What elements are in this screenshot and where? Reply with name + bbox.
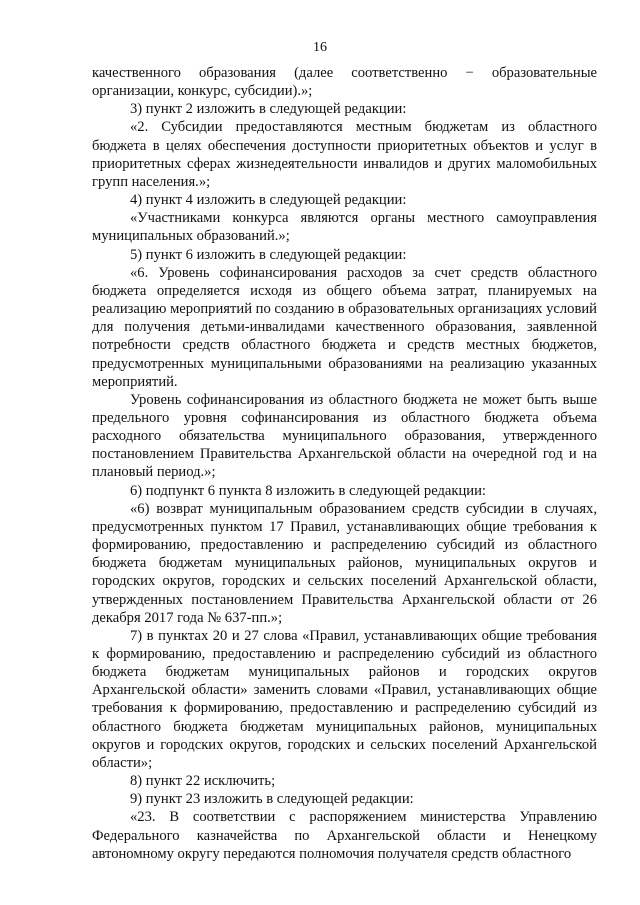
paragraph-item-8: 8) пункт 22 исключить; [130, 773, 276, 790]
document-body [92, 64, 597, 863]
paragraph-quote-6: «6. Уровень софинансирования расходов за счет средств областного бюджета определяется исходя из общего объема затрат, планируемых на реализацию мероприятий по созданию в образовательных организациях условий для получения детьми-инвалидами качественного образования, заявленной потребности средств областного бюджета и средств местных бюджетов, предусмотренных муниципальными образованиями на реализацию указанных мероприятий. [92, 264, 597, 390]
paragraph-quote-2: «2. Субсидии предоставляются местным бюджетам из областного бюджета в целях обеспечения доступности приоритетных объектов и услуг в приоритетных сферах жизнедеятельности инвалидов и других маломобильных групп населения.»; [92, 119, 597, 190]
paragraph-item-6: 6) подпункт 6 пункта 8 изложить в следующей редакции: [130, 482, 486, 499]
paragraph-item-9: 9) пункт 23 изложить в следующей редакции: [130, 791, 414, 808]
paragraph-quote-4: «Участниками конкурса являются органы местного самоуправления муниципальных образований.»; [92, 210, 597, 245]
paragraph-item-5: 5) пункт 6 изложить в следующей редакции: [130, 246, 407, 263]
page-number: 16 [313, 40, 327, 55]
paragraph-cofinancing-limit: Уровень софинансирования из областного бюджета не может быть выше предельного уровня софинансирования из областного бюджета объема расходного обязательства муниципального образования, утвержденного постановлением Правительства Архангельской области на очередной год и на плановый период.»; [92, 391, 597, 481]
paragraph-continuation: качественного образования (далее соответственно − образовательные организации, конкурс, субсидии).»; [92, 65, 597, 100]
paragraph-quote-subitem-6: «6) возврат муниципальным образованием средств субсидии в случаях, предусмотренных пунктом 17 Правил, устанавливающих общие требования к формированию, предоставлению и распределению субсидий из областного бюджета бюджетам муниципальных районов, муниципальных округов и городских округов, городских и сельских поселений Архангельской области, утвержденных постановлением Правительства Архангельской области от 26 декабря 2017 года № 637-пп.»; [92, 500, 597, 626]
paragraph-item-7: 7) в пунктах 20 и 27 слова «Правил, устанавливающих общие требования к формированию, предоставлению и распределению субсидий из областного бюджета бюджетам муниципальных районов и городских округов Архангельской области» заменить словами «Правил, устанавливающих общие требования к формированию, предоставлению и распределению субсидий из областного бюджета бюджетам муниципальных районов, муниципальных округов и городских округов, городских и сельских поселений Архангельской области»; [92, 627, 597, 771]
paragraph-quote-23: «23. В соответствии с распоряжением министерства Управлению Федерального казначейства по Архангельской области и Ненецкому автономному округу передаются полномочия получателя средств областного [92, 809, 597, 862]
paragraph-item-4: 4) пункт 4 изложить в следующей редакции: [130, 192, 407, 209]
paragraph-item-3: 3) пункт 2 изложить в следующей редакции: [130, 101, 407, 118]
